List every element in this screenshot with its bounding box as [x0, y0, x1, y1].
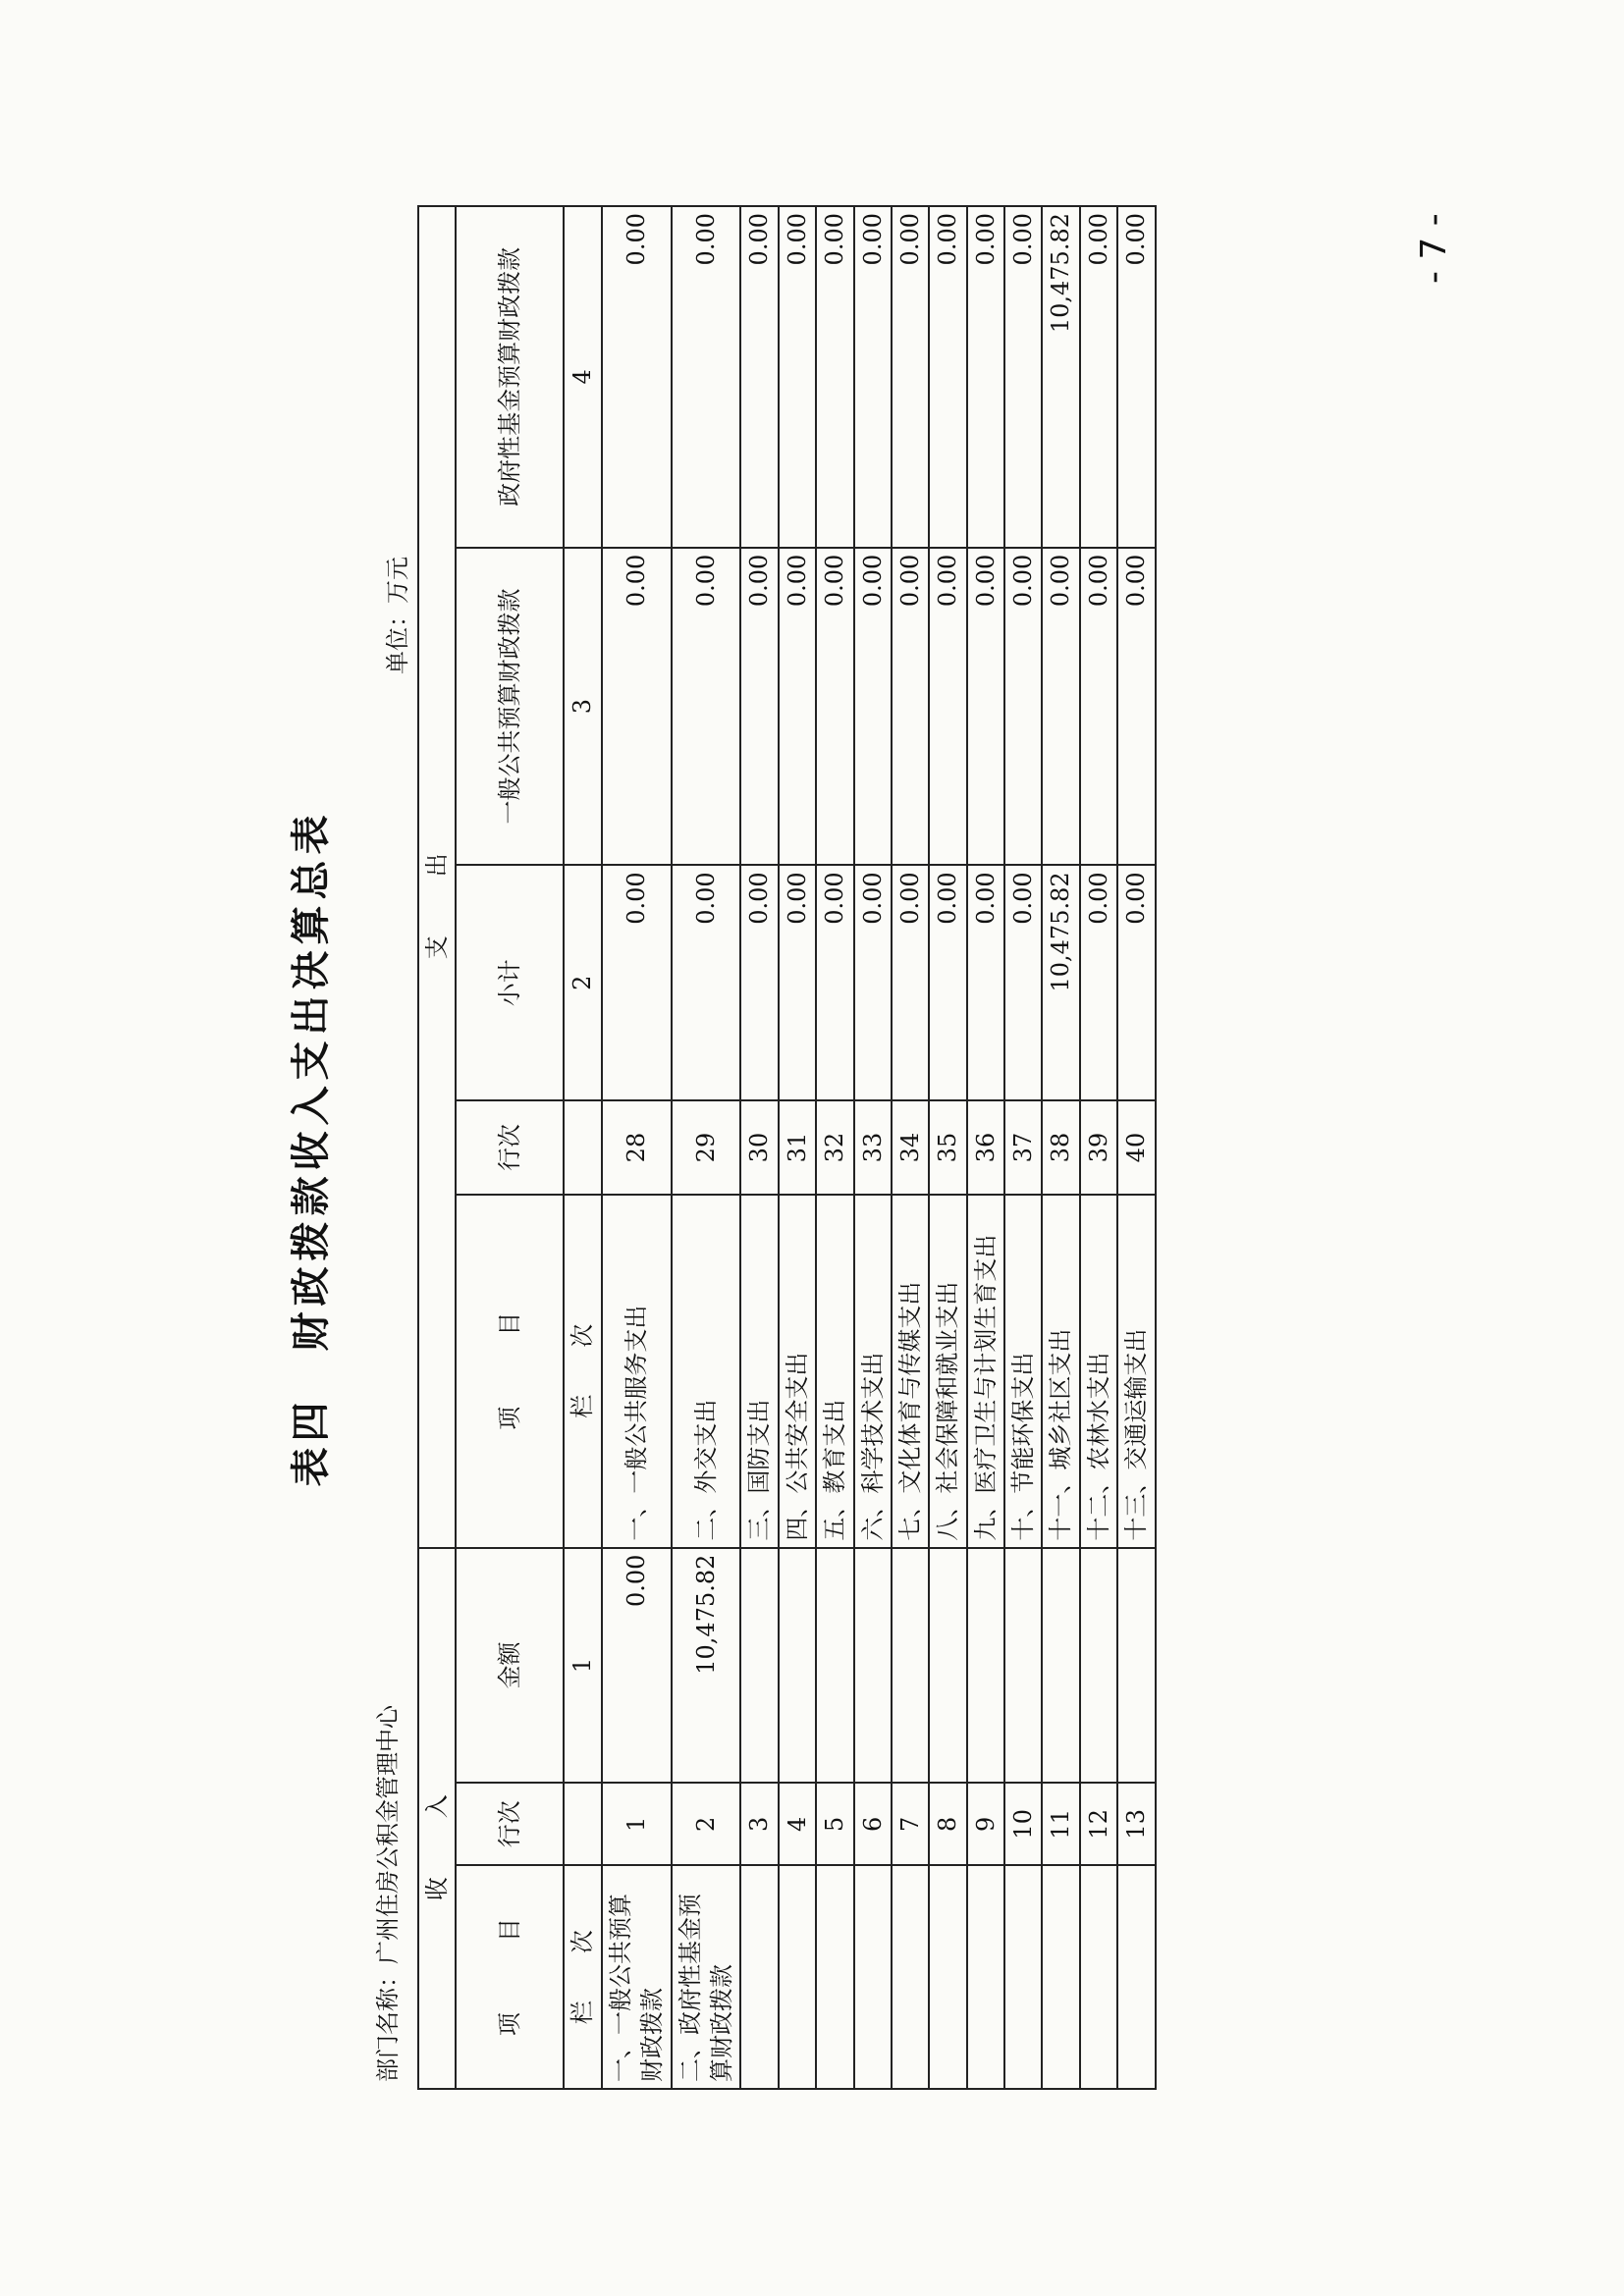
table-row — [1042, 206, 1079, 2089]
subtotal-cell: 0.00 — [816, 865, 853, 1100]
fund-budget-cell: 0.00 — [1004, 206, 1042, 548]
general-budget-cell: 0.00 — [816, 548, 853, 866]
fund-budget-cell: 0.00 — [602, 206, 672, 548]
col-index-1: 1 — [564, 1548, 601, 1784]
income-item-cell — [967, 1865, 1004, 2089]
expenditure-line-no-cell: 30 — [740, 1100, 778, 1195]
expenditure-item-cell: 十二、农林水支出 — [1080, 1195, 1117, 1548]
income-item-cell — [816, 1865, 853, 2089]
subtotal-cell: 0.00 — [929, 865, 966, 1100]
general-budget-cell: 0.00 — [779, 548, 816, 866]
income-line-no-cell: 1 — [602, 1783, 672, 1865]
income-line-no-cell: 7 — [892, 1783, 929, 1865]
general-budget-cell: 0.00 — [1117, 548, 1155, 866]
expenditure-item-cell: 四、公共安全支出 — [779, 1195, 816, 1548]
income-item-cell — [892, 1865, 929, 2089]
fund-budget-cell: 0.00 — [929, 206, 966, 548]
general-budget-cell: 0.00 — [672, 548, 741, 866]
income-item-cell — [854, 1865, 892, 2089]
table-row — [854, 206, 892, 2089]
fund-budget-cell: 0.00 — [779, 206, 816, 548]
general-budget-cell: 0.00 — [1042, 548, 1079, 866]
income-line-no-cell: 9 — [967, 1783, 1004, 1865]
income-amount-cell — [854, 1548, 892, 1784]
section-header-row — [418, 206, 456, 2089]
income-item-cell: 二、政府性基金预算财政拨款 — [672, 1865, 741, 2089]
expenditure-line-no-cell: 29 — [672, 1100, 741, 1195]
income-item-cell — [929, 1865, 966, 2089]
expenditure-item-cell: 七、文化体育与传媒支出 — [892, 1195, 929, 1548]
expenditure-col-label: 栏 次 — [564, 1195, 601, 1548]
expenditure-section-header: 支出 — [423, 794, 451, 960]
table-row — [816, 206, 853, 2089]
income-amount-cell — [740, 1548, 778, 1784]
col-index-4: 4 — [564, 206, 601, 548]
income-line-no-cell: 3 — [740, 1783, 778, 1865]
expenditure-line-no-cell: 33 — [854, 1100, 892, 1195]
table-row — [1080, 206, 1117, 2089]
table-row — [740, 206, 778, 2089]
subtotal-cell: 0.00 — [892, 865, 929, 1100]
income-line-no-cell: 11 — [1042, 1783, 1079, 1865]
subtotal-header: 小计 — [456, 865, 564, 1100]
expenditure-item-cell: 十一、城乡社区支出 — [1042, 1195, 1079, 1548]
subtotal-cell: 0.00 — [602, 865, 672, 1100]
table-row — [1117, 206, 1155, 2089]
income-amount-cell: 0.00 — [602, 1548, 672, 1784]
subtotal-cell: 10,475.82 — [1042, 865, 1079, 1100]
table-row — [929, 206, 966, 2089]
expenditure-item-cell: 二、外交支出 — [672, 1195, 741, 1548]
income-line-no-cell: 8 — [929, 1783, 966, 1865]
subtotal-cell: 0.00 — [740, 865, 778, 1100]
income-item-cell — [1080, 1865, 1117, 2089]
income-amount-cell — [816, 1548, 853, 1784]
fund-budget-cell: 0.00 — [1117, 206, 1155, 548]
expenditure-item-cell: 五、教育支出 — [816, 1195, 853, 1548]
general-budget-cell: 0.00 — [892, 548, 929, 866]
expenditure-line-no-cell: 31 — [779, 1100, 816, 1195]
expenditure-line-no-cell: 34 — [892, 1100, 929, 1195]
general-budget-cell: 0.00 — [967, 548, 1004, 866]
income-item-cell — [740, 1865, 778, 2089]
fund-budget-cell: 0.00 — [892, 206, 929, 548]
income-amount-cell — [779, 1548, 816, 1784]
income-amount-cell — [1042, 1548, 1079, 1784]
unit-label: 单位：万元 — [384, 557, 411, 674]
expenditure-line-no-cell: 39 — [1080, 1100, 1117, 1195]
general-budget-cell: 0.00 — [854, 548, 892, 866]
income-line-no-cell: 5 — [816, 1783, 853, 1865]
col-index-3: 3 — [564, 548, 601, 866]
income-amount-cell — [967, 1548, 1004, 1784]
income-col-label: 栏 次 — [564, 1865, 601, 2089]
table-row — [967, 206, 1004, 2089]
income-section-header: 收入 — [423, 1735, 451, 1901]
col-index-2: 2 — [564, 865, 601, 1100]
expenditure-item-cell: 十、节能环保支出 — [1004, 1195, 1042, 1548]
income-amount-cell — [1117, 1548, 1155, 1784]
general-budget-header: 一般公共预算财政拨款 — [456, 548, 564, 866]
fund-budget-cell: 0.00 — [672, 206, 741, 548]
subtotal-cell: 0.00 — [779, 865, 816, 1100]
expenditure-line-no-cell: 36 — [967, 1100, 1004, 1195]
expenditure-item-cell: 九、医疗卫生与计划生育支出 — [967, 1195, 1004, 1548]
fund-budget-cell: 10,475.82 — [1042, 206, 1079, 548]
expenditure-line-no-cell: 37 — [1004, 1100, 1042, 1195]
income-line-no-cell: 12 — [1080, 1783, 1117, 1865]
fund-budget-cell: 0.00 — [816, 206, 853, 548]
subtotal-cell: 0.00 — [1117, 865, 1155, 1100]
general-budget-cell: 0.00 — [929, 548, 966, 866]
fund-budget-cell: 0.00 — [740, 206, 778, 548]
expenditure-line-no-cell: 28 — [602, 1100, 672, 1195]
income-line-no-cell: 6 — [854, 1783, 892, 1865]
general-budget-cell: 0.00 — [740, 548, 778, 866]
income-amount-cell — [1004, 1548, 1042, 1784]
fund-budget-cell: 0.00 — [967, 206, 1004, 548]
department-name: 部门名称：广州住房公积金管理中心 — [374, 1705, 402, 2082]
general-budget-cell: 0.00 — [602, 548, 672, 866]
expenditure-line-no-header: 行次 — [456, 1100, 564, 1195]
page-title: 表四 财政拨款收入支出决算总表 — [289, 809, 334, 1487]
table-row — [602, 206, 672, 2089]
income-item-cell — [1117, 1865, 1155, 2089]
income-amount-header: 金额 — [456, 1548, 564, 1784]
budget-summary-table — [417, 205, 1157, 2090]
table-row — [779, 206, 816, 2089]
subtotal-cell: 0.00 — [854, 865, 892, 1100]
income-line-no-header: 行次 — [456, 1783, 564, 1865]
income-amount-cell — [1080, 1548, 1117, 1784]
income-line-no-cell: 13 — [1117, 1783, 1155, 1865]
table-row — [672, 206, 741, 2089]
income-item-cell — [1004, 1865, 1042, 2089]
income-amount-cell — [892, 1548, 929, 1784]
expenditure-line-no-cell: 38 — [1042, 1100, 1079, 1195]
general-budget-cell: 0.00 — [1080, 548, 1117, 866]
page-number: - 7 - — [1414, 213, 1454, 284]
expenditure-item-cell: 三、国防支出 — [740, 1195, 778, 1548]
income-item-cell: 一、一般公共预算财政拨款 — [602, 1865, 672, 2089]
expenditure-line-no-cell: 40 — [1117, 1100, 1155, 1195]
income-line-no-cell: 10 — [1004, 1783, 1042, 1865]
income-line-no-cell: 4 — [779, 1783, 816, 1865]
subtotal-cell: 0.00 — [967, 865, 1004, 1100]
expenditure-item-cell: 六、科学技术支出 — [854, 1195, 892, 1548]
general-budget-cell: 0.00 — [1004, 548, 1042, 866]
expenditure-item-cell: 八、社会保障和就业支出 — [929, 1195, 966, 1548]
fund-budget-cell: 0.00 — [1080, 206, 1117, 548]
fund-budget-cell: 0.00 — [854, 206, 892, 548]
income-amount-cell — [929, 1548, 966, 1784]
income-item-cell — [779, 1865, 816, 2089]
expenditure-item-header: 项 目 — [456, 1195, 564, 1548]
expenditure-item-cell: 一、一般公共服务支出 — [602, 1195, 672, 1548]
expenditure-item-cell: 十三、交通运输支出 — [1117, 1195, 1155, 1548]
income-item-header: 项 目 — [456, 1865, 564, 2089]
table-row — [892, 206, 929, 2089]
expenditure-line-no-cell: 35 — [929, 1100, 966, 1195]
subtotal-cell: 0.00 — [672, 865, 741, 1100]
subtotal-cell: 0.00 — [1080, 865, 1117, 1100]
income-amount-cell: 10,475.82 — [672, 1548, 741, 1784]
income-item-cell — [1042, 1865, 1079, 2089]
income-line-no-cell: 2 — [672, 1783, 741, 1865]
column-index-row — [564, 206, 601, 2089]
column-header-row — [456, 206, 564, 2089]
expenditure-line-no-cell: 32 — [816, 1100, 853, 1195]
fund-budget-header: 政府性基金预算财政拨款 — [456, 206, 564, 548]
table-row — [1004, 206, 1042, 2089]
subtotal-cell: 0.00 — [1004, 865, 1042, 1100]
